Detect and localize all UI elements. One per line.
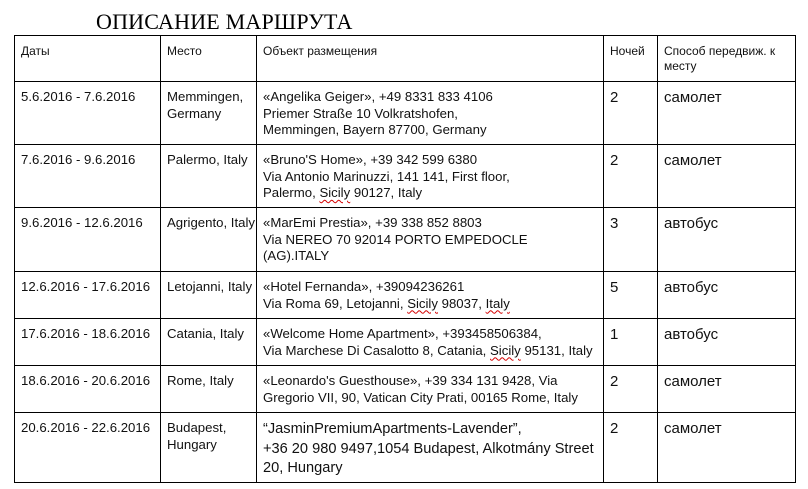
accommodation-line: «Bruno'S Home», +39 342 599 6380 <box>263 152 478 167</box>
header-place: Место <box>161 36 257 82</box>
accommodation-line: +36 20 980 9497,1054 Budapest, Alkotmány Street <box>263 440 594 457</box>
cell-nights: 5 <box>604 272 658 319</box>
cell-dates: 18.6.2016 - 20.6.2016 <box>15 366 161 413</box>
accommodation-line: Via Roma 69, Letojanni, Sicily 98037, Italy <box>263 295 510 311</box>
cell-place: Memmingen, Germany <box>161 82 257 145</box>
cell-accommodation <box>257 208 604 272</box>
cell-nights: 3 <box>604 208 658 272</box>
cell-dates: 7.6.2016 - 9.6.2016 <box>15 145 161 208</box>
cell-nights: 2 <box>604 366 658 413</box>
accommodation-line: Via NEREO 70 92014 PORTO EMPEDOCLE <box>263 231 528 247</box>
accommodation-line: «MarEmi Prestia», +39 338 852 8803 <box>263 215 482 230</box>
header-nights: Ночей <box>604 36 658 82</box>
header-accommodation: Объект размещения <box>257 36 604 82</box>
cell-place: Palermo, Italy <box>161 145 257 208</box>
page-title: ОПИСАНИЕ МАРШРУТА <box>96 9 353 34</box>
cell-dates: 9.6.2016 - 12.6.2016 <box>15 208 161 272</box>
accommodation-line: Via Antonio Marinuzzi, 141 141, First floor, <box>263 168 510 184</box>
table-row <box>15 272 796 319</box>
accommodation-line: «Angelika Geiger», +49 8331 833 4106 <box>263 89 493 104</box>
cell-place: Catania, Italy <box>161 319 257 366</box>
cell-dates: 17.6.2016 - 18.6.2016 <box>15 319 161 366</box>
cell-accommodation <box>257 366 604 413</box>
table-row <box>15 413 796 483</box>
cell-nights: 2 <box>604 413 658 483</box>
header-transport: Способ передвиж. к месту <box>658 36 796 82</box>
accommodation-line: «Hotel Fernanda», +39094236261 <box>263 279 465 294</box>
cell-accommodation <box>257 413 604 483</box>
cell-nights: 1 <box>604 319 658 366</box>
cell-accommodation <box>257 319 604 366</box>
cell-nights: 2 <box>604 145 658 208</box>
header-row <box>15 36 796 82</box>
cell-accommodation <box>257 82 604 145</box>
cell-transport: автобус <box>658 208 796 272</box>
cell-place: Budapest, Hungary <box>161 413 257 483</box>
table-row <box>15 208 796 272</box>
accommodation-line: Priemer Straße 10 Volkratshofen, <box>263 105 458 121</box>
accommodation-line-text: Palermo, Sicily 90127, Italy <box>263 185 423 200</box>
cell-transport: самолет <box>658 145 796 208</box>
cell-nights: 2 <box>604 82 658 145</box>
cell-place: Agrigento, Italy <box>161 208 257 272</box>
accommodation-line: 20, Hungary <box>263 460 343 476</box>
accommodation-line <box>263 185 603 202</box>
cell-transport: самолет <box>658 82 796 145</box>
cell-transport: самолет <box>658 413 796 483</box>
cell-accommodation <box>257 145 604 208</box>
cell-accommodation <box>257 272 604 319</box>
cell-dates: 20.6.2016 - 22.6.2016 <box>15 413 161 483</box>
cell-place: Letojanni, Italy <box>161 272 257 319</box>
accommodation-line: Memmingen, Bayern 87700, Germany <box>263 122 487 137</box>
cell-transport: автобус <box>658 319 796 366</box>
table-row <box>15 366 796 413</box>
accommodation-line: (AG).ITALY <box>263 248 330 263</box>
header-dates: Даты <box>15 36 161 82</box>
accommodation-line: «Welcome Home Apartment», +393458506384, <box>263 326 542 341</box>
accommodation-line: Gregorio VII, 90, Vatican City Prati, 00165 Rome, Italy <box>263 389 578 405</box>
cell-dates: 5.6.2016 - 7.6.2016 <box>15 82 161 145</box>
cell-transport: самолет <box>658 366 796 413</box>
cell-dates: 12.6.2016 - 17.6.2016 <box>15 272 161 319</box>
cell-transport: автобус <box>658 272 796 319</box>
accommodation-line: “JasminPremiumApartments-Lavender”, <box>263 421 522 437</box>
accommodation-line: Via Marchese Di Casalotto 8, Catania, Sicily 95131, Italy <box>263 342 593 358</box>
cell-place: Rome, Italy <box>161 366 257 413</box>
route-table <box>14 35 796 483</box>
table-row <box>15 319 796 366</box>
table-row <box>15 82 796 145</box>
accommodation-line: «Leonardo's Guesthouse», +39 334 131 9428, Via <box>263 373 558 388</box>
table-row <box>15 145 796 208</box>
